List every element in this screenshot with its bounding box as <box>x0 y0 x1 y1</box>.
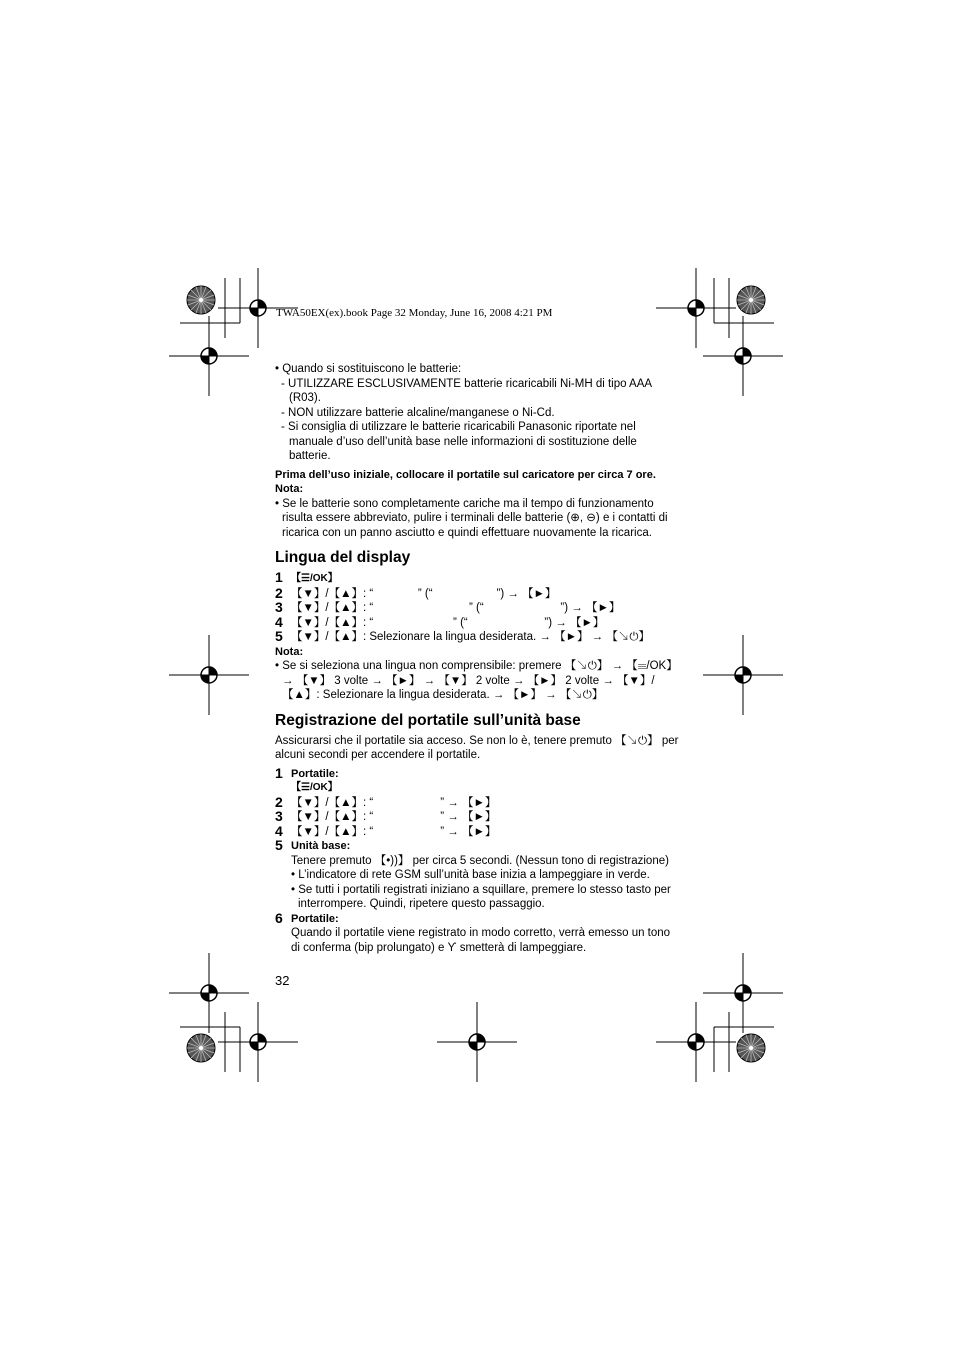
step-text: 【▼】/【▲】: “ ” (“ ”) → 【►】 <box>291 587 557 600</box>
step-number: 1 <box>275 569 283 585</box>
language-step-3 <box>275 601 680 616</box>
note-text: • Se si seleziona una lingua non comprensibile: premere 【↘⏻】 → 【☰/OK】 → 【▼】 3 volte → 【►】 → 【▼】 2 volte → 【►】 2 volte → 【▼】/【▲】: Selezionare la lingua desiderata. → 【►】 → 【↘⏻】 <box>275 660 678 701</box>
language-step-2 <box>275 584 680 602</box>
battery-item-2: - NON utilizzare batterie alcaline/manganese o Ni-Cd. <box>281 406 555 419</box>
step-text: 【▼】/【▲】: “ ” (“ ”) → 【►】 <box>291 616 605 629</box>
registration-step-6 <box>275 909 680 927</box>
step-number: 6 <box>275 909 283 926</box>
step-bullet: • Se tutti i portatili registrati iniziano a squillare, premere lo stesso tasto per interrompere. Quindi, ripetere questo passaggio. <box>291 883 671 910</box>
registration-step-5 <box>275 839 680 854</box>
step-number: 3 <box>275 808 283 824</box>
step-number: 2 <box>275 793 283 810</box>
page-number: 32 <box>275 973 290 988</box>
language-step-5 <box>275 630 680 645</box>
registration-step-3 <box>275 810 680 825</box>
battery-item-3: - Si consiglia di utilizzare le batterie ricaricabili Panasonic riportate nel manuale d’uso dell’unità base nelle informazioni di sostituzione delle batterie. <box>281 421 637 462</box>
registration-step-1 <box>275 764 680 782</box>
step-text: Quando il portatile viene registrato in modo corretto, verrà emesso un tono di conferma (bip prolungato) e Ƴ smetterà di lampeggiare. <box>291 927 671 954</box>
registration-step-4 <box>275 822 680 840</box>
note-text: • Se le batterie sono completamente cariche ma il tempo di funzionamento risulta essere abbreviato, pulire i terminali delle batterie (⊕, ⊖) e i contatti di ricarica con un panno asciutto e quindi effettuare nuovamente la ricarica. <box>275 497 668 539</box>
step-number: 1 <box>275 764 283 781</box>
step-number: 2 <box>275 584 283 601</box>
step-number: 4 <box>275 613 283 630</box>
step-text: 【☰/OK】 <box>291 782 338 793</box>
step-label: Unità base: <box>291 840 351 852</box>
step-text: Tenere premuto 【•))】 per circa 5 secondi. (Nessun tono di registrazione) <box>291 854 669 867</box>
note-label: Nota: <box>275 645 304 658</box>
step-text: 【☰/OK】 <box>291 573 338 584</box>
print-header: TWA50EX(ex).book Page 32 Monday, June 16, 2008 4:21 PM <box>276 307 553 319</box>
registration-intro: Assicurarsi che il portatile sia acceso. Se non lo è, tenere premuto 【↘⏻】 per alcuni secondi per accendere il portatile. <box>275 734 679 761</box>
registration-step-2 <box>275 793 680 811</box>
page-content <box>275 362 680 955</box>
step-number: 4 <box>275 822 283 839</box>
battery-intro: • Quando si sostituiscono le batterie: <box>275 363 462 375</box>
section-title-language: Lingua del display <box>275 549 411 566</box>
language-step-1 <box>275 571 680 587</box>
step-text: 【▼】/【▲】: “ ” → 【►】 <box>291 825 497 838</box>
battery-item-1: - UTILIZZARE ESCLUSIVAMENTE batterie ricaricabili Ni-MH di tipo AAA (R03). <box>281 377 652 404</box>
step-text: 【▼】/【▲】: “ ” → 【►】 <box>291 811 497 823</box>
section-title-registration: Registrazione del portatile sull’unità base <box>275 711 581 729</box>
step-text: 【▼】/【▲】: “ ” → 【►】 <box>291 796 497 809</box>
note-label: Nota: <box>275 483 304 495</box>
charge-notice: Prima dell’uso iniziale, collocare il portatile sul caricatore per circa 7 ore. <box>275 468 656 481</box>
step-bullet: • L’indicatore di rete GSM sull’unità base inizia a lampeggiare in verde. <box>291 869 650 881</box>
step-text: 【▼】/【▲】: “ ” (“ ”) → 【►】 <box>291 602 621 614</box>
step-number: 3 <box>275 599 283 615</box>
step-text: 【▼】/【▲】: Selezionare la lingua desiderata. → 【►】 → 【↘⏻】 <box>291 631 650 643</box>
step-label: Portatile: <box>291 912 339 925</box>
language-step-4 <box>275 613 680 631</box>
step-number: 5 <box>275 628 283 644</box>
step-label: Portatile: <box>291 767 339 780</box>
step-number: 5 <box>275 837 283 853</box>
